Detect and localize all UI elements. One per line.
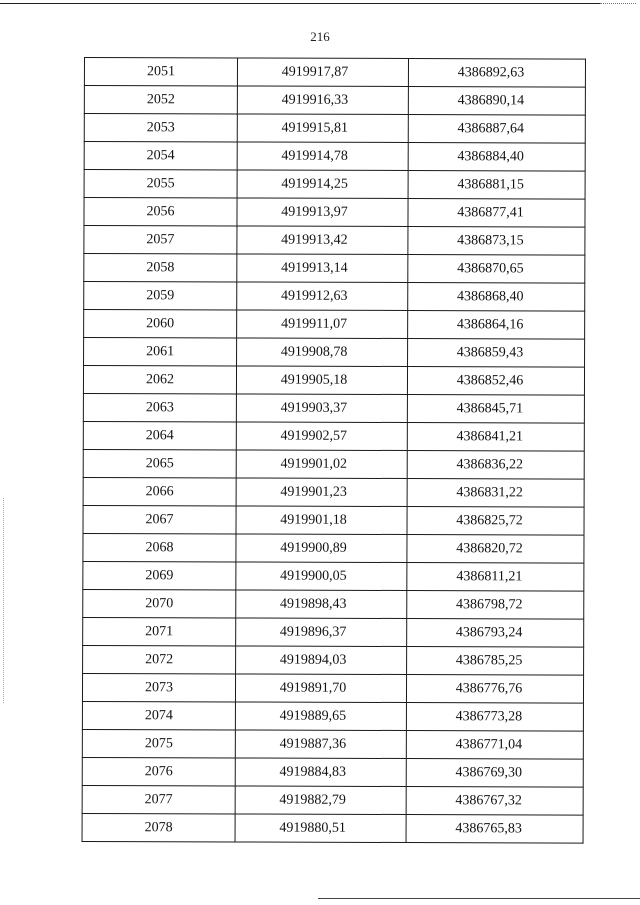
table-row <box>84 338 585 368</box>
y-coordinate-cell <box>406 703 583 732</box>
y-coordinate-cell-text: 4386892,63 <box>457 64 525 80</box>
y-coordinate-cell-text: 4386785,25 <box>455 652 523 668</box>
point-number-cell <box>83 449 236 477</box>
x-coordinate-cell <box>237 170 408 199</box>
y-coordinate-cell <box>406 731 583 760</box>
y-coordinate-cell <box>408 115 585 144</box>
x-coordinate-cell <box>237 338 408 367</box>
point-number-cell-text: 2066 <box>145 483 174 499</box>
point-number-cell-text: 2073 <box>144 679 174 695</box>
y-coordinate-cell <box>408 171 585 200</box>
x-coordinate-cell-text: 4919900,05 <box>280 568 347 584</box>
point-number-cell-text: 2068 <box>145 539 174 555</box>
y-coordinate-cell-text: 4386873,15 <box>457 232 524 248</box>
table-row <box>84 254 585 284</box>
point-number-cell-text: 2075 <box>144 735 173 751</box>
point-number-cell <box>84 198 237 226</box>
x-coordinate-cell <box>237 58 408 87</box>
y-coordinate-cell-text: 4386836,22 <box>456 456 523 472</box>
page-top-rule <box>0 3 600 4</box>
page-top-rule-dotted <box>600 3 636 4</box>
point-number-cell <box>84 310 237 338</box>
point-number-cell-text: 2055 <box>146 175 175 191</box>
table-row <box>84 226 585 256</box>
table-row <box>83 393 584 423</box>
x-coordinate-cell <box>236 450 407 479</box>
y-coordinate-cell-text: 4386864,16 <box>456 316 524 332</box>
y-coordinate-cell <box>408 87 585 116</box>
point-number-cell-text: 2059 <box>146 287 175 303</box>
table-row <box>82 785 583 815</box>
y-coordinate-cell <box>407 423 584 452</box>
table-row <box>82 757 583 787</box>
table-row <box>84 114 585 144</box>
y-coordinate-cell <box>407 563 584 592</box>
y-coordinate-cell-text: 4386852,46 <box>456 372 524 388</box>
y-coordinate-cell-text: 4386870,65 <box>457 260 524 276</box>
point-number-cell <box>83 366 236 394</box>
y-coordinate-cell-text: 4386771,04 <box>455 736 523 752</box>
point-number-cell <box>83 505 236 533</box>
y-coordinate-cell <box>407 535 584 564</box>
point-number-cell <box>84 338 237 366</box>
point-number-cell-text: 2058 <box>146 259 175 275</box>
y-coordinate-cell <box>406 815 583 844</box>
page-bottom-rule <box>318 898 640 899</box>
y-coordinate-cell-text: 4386868,40 <box>456 288 524 304</box>
table-row <box>84 58 585 88</box>
y-coordinate-cell-text: 4386831,22 <box>456 484 523 500</box>
point-number-cell <box>82 673 235 701</box>
point-number-cell-text: 2063 <box>145 399 174 415</box>
table-row <box>82 729 583 759</box>
x-coordinate-cell <box>235 758 406 787</box>
point-number-cell-text: 2062 <box>145 371 175 387</box>
x-coordinate-cell <box>236 366 407 395</box>
y-coordinate-cell-text: 4386859,43 <box>456 344 524 360</box>
table-row <box>83 617 584 647</box>
x-coordinate-cell <box>235 674 406 703</box>
y-coordinate-cell-text: 4386776,76 <box>455 680 523 696</box>
x-coordinate-cell <box>235 786 406 815</box>
point-number-cell-text: 2070 <box>145 595 174 611</box>
point-number-cell <box>82 757 235 785</box>
table-row <box>84 86 585 116</box>
point-number-cell <box>82 785 235 813</box>
x-coordinate-cell <box>236 562 407 591</box>
y-coordinate-cell-text: 4386765,83 <box>455 820 522 836</box>
y-coordinate-cell <box>408 283 585 312</box>
y-coordinate-cell <box>407 451 584 480</box>
point-number-cell <box>82 701 235 729</box>
x-coordinate-cell-text: 4919884,83 <box>279 764 347 780</box>
x-coordinate-cell <box>235 814 406 843</box>
x-coordinate-cell-text: 4919889,65 <box>279 708 347 724</box>
point-number-cell <box>84 114 237 142</box>
point-number-cell-text: 2074 <box>144 707 173 723</box>
x-coordinate-cell <box>237 282 408 311</box>
table-row <box>83 449 584 479</box>
x-coordinate-cell-text: 4919917,87 <box>281 64 349 80</box>
x-coordinate-cell-text: 4919913,42 <box>281 232 348 248</box>
point-number-cell-text: 2072 <box>145 651 174 667</box>
y-coordinate-cell <box>408 59 585 88</box>
table-row <box>83 366 584 396</box>
y-coordinate-cell-text: 4386769,30 <box>455 764 523 780</box>
table-row <box>83 589 584 619</box>
table-row <box>84 170 585 200</box>
point-number-cell-text: 2065 <box>145 455 174 471</box>
y-coordinate-cell <box>408 311 585 340</box>
point-number-cell <box>82 813 235 841</box>
page-number: 216 <box>310 29 330 44</box>
point-number-cell <box>84 58 237 86</box>
x-coordinate-cell <box>236 646 407 675</box>
x-coordinate-cell-text: 4919901,18 <box>280 512 347 528</box>
x-coordinate-cell <box>236 422 407 451</box>
point-number-cell <box>84 170 237 198</box>
x-coordinate-cell-text: 4919903,37 <box>280 400 348 416</box>
point-number-cell <box>83 617 236 645</box>
point-number-cell-text: 2052 <box>146 91 175 107</box>
page-left-edge-mark <box>3 498 4 703</box>
x-coordinate-cell-text: 4919894,03 <box>279 652 347 668</box>
point-number-cell-text: 2077 <box>144 791 173 807</box>
x-coordinate-cell <box>236 394 407 423</box>
point-number-cell <box>84 226 237 254</box>
y-coordinate-cell <box>408 339 585 368</box>
x-coordinate-cell-text: 4919911,07 <box>281 316 348 332</box>
y-coordinate-cell-text: 4386773,28 <box>455 708 523 724</box>
x-coordinate-cell <box>237 226 408 255</box>
x-coordinate-cell-text: 4919901,23 <box>280 484 347 500</box>
point-number-cell <box>83 561 236 589</box>
x-coordinate-cell-text: 4919915,81 <box>281 120 349 136</box>
point-number-cell-text: 2054 <box>146 147 175 163</box>
y-coordinate-cell <box>407 507 584 536</box>
table-row <box>82 701 583 731</box>
x-coordinate-cell <box>236 534 407 563</box>
table-row <box>84 142 585 172</box>
x-coordinate-cell <box>237 114 408 143</box>
y-coordinate-cell-text: 4386890,14 <box>457 92 525 108</box>
point-number-cell <box>83 533 236 561</box>
point-number-cell <box>84 254 237 282</box>
point-number-cell-text: 2069 <box>145 567 174 583</box>
y-coordinate-cell-text: 4386884,40 <box>457 148 524 164</box>
table-row <box>83 645 584 675</box>
y-coordinate-cell-text: 4386767,32 <box>455 792 522 808</box>
point-number-cell <box>84 86 237 114</box>
table-row <box>83 533 584 563</box>
y-coordinate-cell-text: 4386820,72 <box>456 540 523 556</box>
x-coordinate-cell <box>235 702 406 731</box>
point-number-cell-text: 2071 <box>145 623 174 639</box>
y-coordinate-cell <box>406 787 583 816</box>
x-coordinate-cell <box>237 198 408 227</box>
x-coordinate-cell-text: 4919880,51 <box>279 820 346 836</box>
x-coordinate-cell-text: 4919902,57 <box>280 428 348 444</box>
y-coordinate-cell <box>408 143 585 172</box>
y-coordinate-cell <box>407 367 584 396</box>
coordinates-table <box>82 57 586 844</box>
x-coordinate-cell <box>236 618 407 647</box>
y-coordinate-cell-text: 4386825,72 <box>456 512 523 528</box>
point-number-cell-text: 2064 <box>145 427 174 443</box>
y-coordinate-cell <box>407 619 584 648</box>
table-row <box>83 421 584 451</box>
x-coordinate-cell-text: 4919887,36 <box>279 736 347 752</box>
y-coordinate-cell <box>408 199 585 228</box>
point-number-cell <box>83 477 236 505</box>
x-coordinate-cell-text: 4919914,78 <box>281 148 348 164</box>
coordinates-table-body <box>82 58 585 844</box>
point-number-cell-text: 2076 <box>144 763 173 779</box>
x-coordinate-cell-text: 4919916,33 <box>281 92 349 108</box>
x-coordinate-cell <box>236 590 407 619</box>
table-row <box>82 813 583 843</box>
point-number-cell <box>83 589 236 617</box>
x-coordinate-cell-text: 4919898,43 <box>280 596 347 612</box>
table-row <box>83 505 584 535</box>
y-coordinate-cell-text: 4386793,24 <box>455 624 523 640</box>
point-number-cell-text: 2057 <box>146 231 175 247</box>
point-number-cell-text: 2061 <box>146 343 175 359</box>
table-row <box>83 561 584 591</box>
x-coordinate-cell <box>237 310 408 339</box>
y-coordinate-cell <box>407 591 584 620</box>
y-coordinate-cell-text: 4386877,41 <box>457 204 524 220</box>
table-row <box>82 673 583 703</box>
point-number-cell <box>84 282 237 310</box>
table-row <box>84 198 585 228</box>
x-coordinate-cell-text: 4919912,63 <box>280 288 348 304</box>
x-coordinate-cell <box>235 730 406 759</box>
y-coordinate-cell-text: 4386845,71 <box>456 400 524 416</box>
y-coordinate-cell-text: 4386798,72 <box>456 596 523 612</box>
y-coordinate-cell <box>407 647 584 676</box>
y-coordinate-cell-text: 4386841,21 <box>456 428 524 444</box>
x-coordinate-cell-text: 4919913,97 <box>281 204 348 220</box>
x-coordinate-cell-text: 4919914,25 <box>281 176 348 192</box>
x-coordinate-cell <box>237 254 408 283</box>
y-coordinate-cell-text: 4386811,21 <box>456 568 523 584</box>
table-row <box>84 282 585 312</box>
point-number-cell-text: 2060 <box>146 315 175 331</box>
x-coordinate-cell-text: 4919900,89 <box>280 540 347 556</box>
point-number-cell-text: 2051 <box>146 63 175 79</box>
x-coordinate-cell <box>236 478 407 507</box>
x-coordinate-cell <box>237 142 408 171</box>
x-coordinate-cell <box>236 506 407 535</box>
x-coordinate-cell-text: 4919908,78 <box>280 344 348 360</box>
point-number-cell <box>83 645 236 673</box>
y-coordinate-cell <box>408 255 585 284</box>
point-number-cell <box>82 729 235 757</box>
table-row <box>84 310 585 340</box>
y-coordinate-cell <box>408 227 585 256</box>
x-coordinate-cell-text: 4919896,37 <box>279 624 347 640</box>
x-coordinate-cell-text: 4919891,70 <box>279 680 347 696</box>
x-coordinate-cell <box>237 86 408 115</box>
point-number-cell-text: 2053 <box>146 119 175 135</box>
y-coordinate-cell-text: 4386887,64 <box>457 120 525 136</box>
x-coordinate-cell-text: 4919901,02 <box>280 456 347 472</box>
point-number-cell <box>84 142 237 170</box>
point-number-cell-text: 2056 <box>146 203 175 219</box>
x-coordinate-cell-text: 4919905,18 <box>280 372 348 388</box>
point-number-cell-text: 2067 <box>145 511 174 527</box>
point-number-cell <box>83 393 236 421</box>
x-coordinate-cell-text: 4919913,14 <box>281 260 348 276</box>
x-coordinate-cell-text: 4919882,79 <box>279 792 346 808</box>
y-coordinate-cell <box>406 675 583 704</box>
y-coordinate-cell-text: 4386881,15 <box>457 176 524 192</box>
point-number-cell <box>83 421 236 449</box>
point-number-cell-text: 2078 <box>144 819 173 835</box>
y-coordinate-cell <box>406 759 583 788</box>
table-row <box>83 477 584 507</box>
y-coordinate-cell <box>407 479 584 508</box>
y-coordinate-cell <box>407 395 584 424</box>
